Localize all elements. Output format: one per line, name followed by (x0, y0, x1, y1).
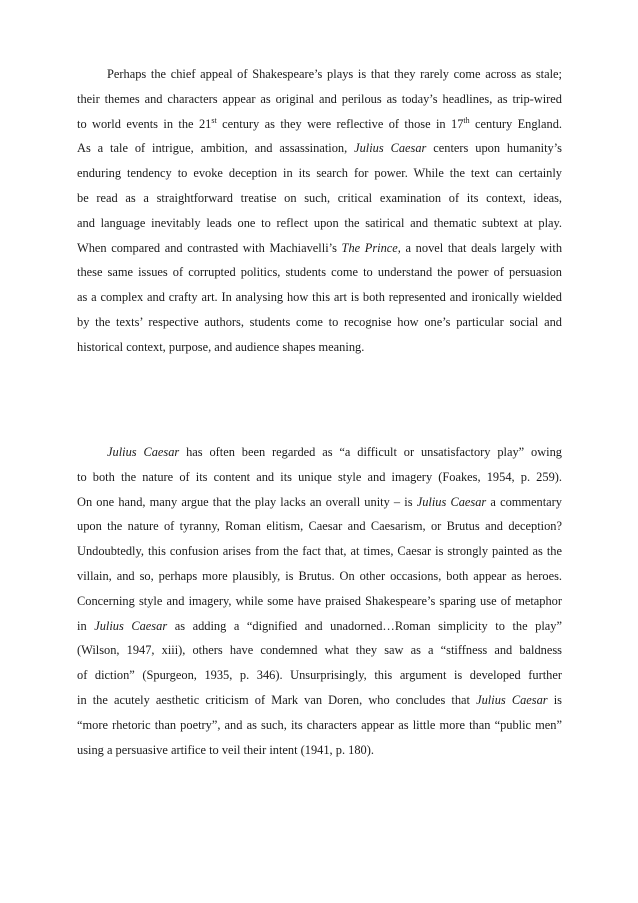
text-line: historical context, purpose, and audience shapes meaning. (77, 339, 365, 354)
superscript: th (463, 115, 470, 125)
text-line: (Wilson, 1947, xiii), others have condemned what they saw as a “stiffness and baldness (77, 643, 562, 658)
text-line: “more rhetoric than poetry”, and as such, its characters appear as little more than “public men” (77, 717, 562, 732)
superscript: st (211, 115, 217, 125)
italic-title: Julius Caesar (416, 494, 487, 509)
italic-title: Julius Caesar (107, 445, 180, 459)
paragraph-1 (77, 62, 562, 360)
text-line: enduring tendency to evoke deception in its search for power. While the text can certainly (77, 166, 562, 181)
text-line: Undoubtedly, this confusion arises from the fact that, at times, Caesar is strongly painted as the (77, 544, 562, 559)
text-line: of diction” (Spurgeon, 1935, p. 346). Unsurprisingly, this argument is developed further (77, 668, 562, 683)
text-line: to world events in the 21st century as they were reflective of those in 17th century England. (77, 115, 562, 131)
text-line: using a persuasive artifice to veil their intent (1941, p. 180). (77, 742, 374, 757)
italic-title: Julius Caesar (354, 141, 427, 156)
text-line: be read as a straightforward treatise on such, critical examination of its context, ideas, (77, 190, 562, 205)
text-line: their themes and characters appear as original and perilous as today’s headlines, as trip-wired (77, 91, 562, 106)
text-line: Concerning style and imagery, while some have praised Shakespeare’s sparing use of metaphor (77, 593, 562, 608)
text-line: to both the nature of its content and its unique style and imagery (Foakes, 1954, p. 259). (77, 469, 562, 484)
text-line: When compared and contrasted with Machiavelli’s The Prince, a novel that deals largely with (77, 240, 563, 255)
text-line: Perhaps the chief appeal of Shakespeare’s plays is that they rarely come across as stale; (107, 67, 562, 81)
text-line: in Julius Caesar as adding a “dignified and unadorned…Roman simplicity to the play” (77, 618, 562, 633)
text-line: Julius Caesar has often been regarded as “a difficult or unsatisfactory play” owing (107, 445, 562, 459)
italic-title: Julius Caesar (476, 692, 548, 707)
text-line: As a tale of intrigue, ambition, and assassination, Julius Caesar centers upon humanity’s (77, 141, 562, 156)
text-line: by the texts’ respective authors, students come to recognise how one’s particular social and (77, 314, 562, 329)
text-line: On one hand, many argue that the play lacks an overall unity – is Julius Caesar a commentary (77, 494, 562, 509)
italic-title: Julius Caesar (94, 618, 168, 633)
text-line: these same issues of corrupted politics, students come to understand the power of persuasion (77, 265, 562, 280)
text-line: upon the nature of tyranny, Roman elitism, Caesar and Caesarism, or Brutus and deception? (77, 519, 562, 534)
text-line: villain, and so, perhaps more plausibly, is Brutus. On other occasions, both appear as heroes. (77, 568, 562, 583)
italic-title: The Prince, (341, 240, 401, 255)
text-line: in the acutely aesthetic criticism of Mark van Doren, who concludes that Julius Caesar is (77, 692, 562, 707)
text-line: as a complex and crafty art. In analysing how this art is both represented and ironically wielded (77, 290, 562, 305)
paragraph-2 (77, 440, 562, 762)
text-line: and language inevitably leads one to reflect upon the satirical and thematic subtext at play. (77, 215, 562, 230)
